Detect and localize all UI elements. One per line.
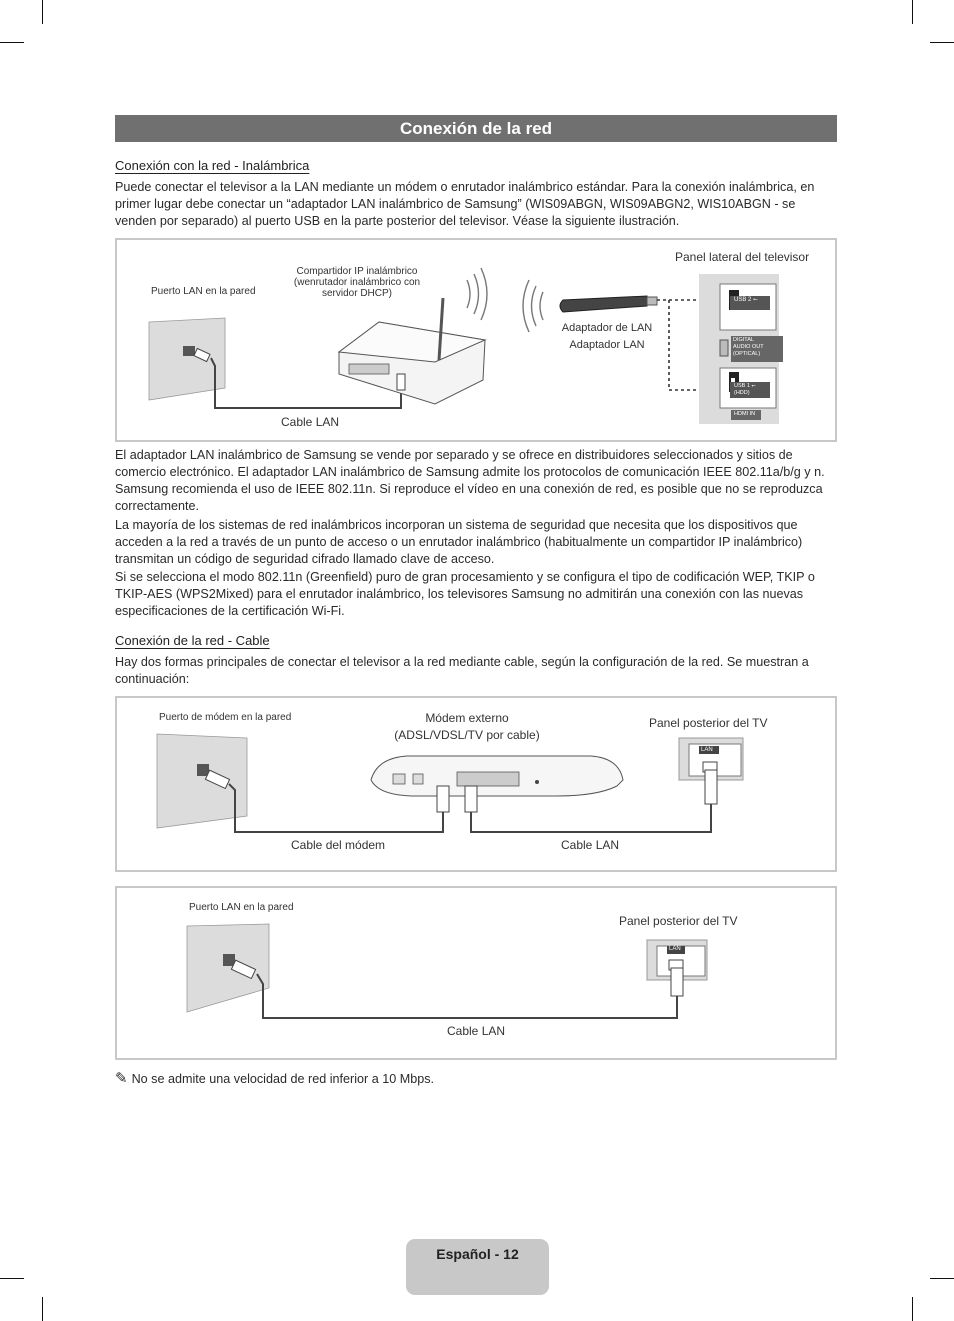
usb1-port-line: (HDD) xyxy=(734,390,750,396)
modem-port xyxy=(413,774,423,784)
crop-mark xyxy=(0,1278,24,1279)
optical-port xyxy=(720,340,728,356)
wifi-wave-icon xyxy=(532,286,537,326)
wall-lan-label: Puerto LAN en la pared xyxy=(189,902,294,913)
crop-mark xyxy=(42,1297,43,1321)
wireless-paragraph-2: La mayoría de los sistemas de red inalámbricos incorporan un sistema de seguridad que necesita que los dispositivos que acceden a la red a través de un punto de acceso o un enrutador inalámbrico (habitualmente un compartidor IP inalámbrico) transmitan un código de seguridad cifrado llamado clave de acceso. xyxy=(115,518,803,566)
wifi-wave-icon xyxy=(540,292,543,320)
usb1-port-line: USB 1 ⭠ xyxy=(734,383,756,389)
page-number-tab xyxy=(406,1239,549,1295)
digital-audio-label xyxy=(733,337,764,358)
adapter-label-line: Adaptador LAN xyxy=(569,339,645,351)
lan-plug xyxy=(465,786,477,812)
lan-port-label: LAN xyxy=(701,747,713,753)
wifi-wave-icon xyxy=(481,268,487,320)
wifi-wave-icon xyxy=(467,280,470,308)
router-label xyxy=(289,266,425,299)
crop-mark xyxy=(930,42,954,43)
digital-audio-line: AUDIO OUT xyxy=(733,344,764,350)
usb-adapter xyxy=(560,296,647,312)
modem-port-block xyxy=(457,772,519,786)
lan-port-label: LAN xyxy=(669,946,681,952)
figure-modem-connection xyxy=(115,696,837,872)
tv-side-panel-label: Panel lateral del televisor xyxy=(675,250,810,264)
wall-plate xyxy=(187,924,269,1012)
figure-wireless-connection xyxy=(115,238,837,442)
crop-mark xyxy=(930,1278,954,1279)
usb1-port-label xyxy=(734,383,756,397)
lan-cable-label: Cable LAN xyxy=(447,1024,506,1038)
usb2-port-label: USB 2 ⭠ xyxy=(734,297,758,303)
section-heading-wireless: Conexión con la red - Inalámbrica xyxy=(115,158,310,173)
note-text: No se admite una velocidad de red inferior a 10 Mbps. xyxy=(131,1072,435,1086)
router-label-line: (wenrutador inalámbrico con xyxy=(293,277,421,288)
router-label-line: servidor DHCP) xyxy=(321,288,392,299)
modem-led-icon xyxy=(535,780,539,784)
modem-plug xyxy=(437,786,449,812)
cable-lan-label: Cable LAN xyxy=(281,415,340,429)
modem-label xyxy=(377,710,557,744)
section-heading-wired: Conexión de la red - Cable xyxy=(115,633,270,648)
hdmi-port-label: HDMI IN xyxy=(734,411,756,417)
tv-lan-plug xyxy=(671,968,683,996)
router-ports xyxy=(349,364,389,374)
tv-rear-panel-label: Panel posterior del TV xyxy=(619,914,738,928)
adapter-label-line: Adaptador de LAN xyxy=(561,322,653,334)
note xyxy=(115,1069,434,1087)
page-number: Español - 12 xyxy=(436,1246,519,1262)
router-plug xyxy=(397,374,405,390)
tv-lan-plug xyxy=(705,770,717,804)
tv-rear-panel-label: Panel posterior del TV xyxy=(649,716,768,730)
modem-power-port xyxy=(393,774,405,784)
usb-adapter-plug xyxy=(647,297,657,305)
wireless-intro: Puede conectar el televisor a la LAN mediante un módem o enrutador inalámbrico estándar. Para la conexión inalámbrica, en primer lugar debe conectar un “adaptador LAN inalámbrico de Samsung” (WIS09ABGN, WIS09ABGN2, WIS10ABGN - se venden por separado) al puerto USB en la parte posterior del televisor. Véase la siguiente ilustración. xyxy=(115,180,815,228)
wireless-diagram xyxy=(117,240,835,440)
lan-cable-label: Cable LAN xyxy=(561,838,620,852)
modem-label-line: (ADSL/VDSL/TV por cable) xyxy=(394,728,540,742)
wall-plate xyxy=(149,318,225,400)
lan-cable xyxy=(471,802,711,832)
wall-port-label: Puerto LAN en la pared xyxy=(151,286,256,297)
digital-audio-line: (OPTICAL) xyxy=(733,351,761,357)
modem-cable-label: Cable del módem xyxy=(291,838,386,852)
wireless-paragraph-3: Si se selecciona el modo 802.11n (Greenfield) puro de gran procesamiento y se configura el tipo de codificación WEP, TKIP o TKIP-AES (WPS2Mixed) para el enrutador inalámbrico, los televisores Samsung no admitirán una conexión con las nuevas especificaciones de la certificación Wi-Fi. xyxy=(115,570,815,618)
wifi-wave-icon xyxy=(523,280,529,332)
wall-plate xyxy=(157,734,247,828)
wireless-paragraph-1: El adaptador LAN inalámbrico de Samsung se vende por separado y se ofrece en distribuidores seleccionados y sitios de comercio electrónico. El adaptador LAN inalámbrico de Samsung admite los protocolos de comunicación IEEE 802.11a/b/g y n. Samsung recomienda el uso de IEEE 802.11n. Si reproduce el vídeo en una conexión de red, es posible que no se reproduzca correctamente. xyxy=(115,448,825,513)
digital-audio-line: DIGITAL xyxy=(733,337,754,343)
page-title: Conexión de la red xyxy=(115,115,837,142)
crop-mark xyxy=(912,0,913,24)
crop-mark xyxy=(912,1297,913,1321)
crop-mark xyxy=(0,42,24,43)
adapter-label xyxy=(557,320,657,354)
wired-intro: Hay dos formas principales de conectar el televisor a la red mediante cable, según la configuración de la red. Se muestran a continuación: xyxy=(115,655,809,686)
figure-wall-lan-connection xyxy=(115,886,837,1060)
lan-cable xyxy=(257,974,677,1018)
pencil-note-icon: ✎ xyxy=(115,1070,128,1087)
wall-modem-label: Puerto de módem en la pared xyxy=(159,712,292,723)
crop-mark xyxy=(42,0,43,24)
wall-lan-port xyxy=(183,346,195,356)
wifi-wave-icon xyxy=(474,274,479,314)
router-label-line: Compartidor IP inalámbrico xyxy=(296,266,418,277)
modem-label-line: Módem externo xyxy=(425,711,509,725)
